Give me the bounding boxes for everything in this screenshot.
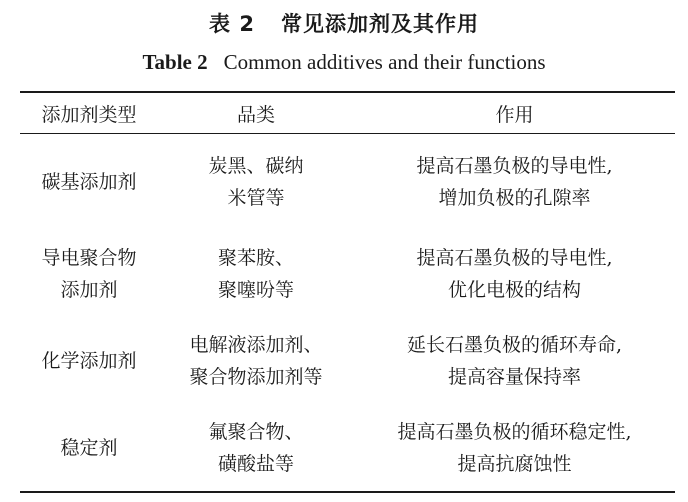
cell-line: 延长石墨负极的循环寿命, — [406, 333, 623, 356]
table-title-english: Common additives and their functions — [223, 50, 546, 74]
cell-line: 增加负极的孔隙率 — [438, 187, 591, 209]
table-row — [20, 230, 675, 317]
cell-line: 提高抗腐蚀性 — [457, 452, 572, 475]
cell-line: 稳定剂 — [60, 436, 118, 459]
cell-line: 氟聚合物、 — [208, 420, 304, 443]
cell-function — [354, 404, 675, 492]
cell-function — [354, 317, 675, 404]
table-title-chinese: 常见添加剂及其作用 — [280, 12, 479, 36]
cell-line: 聚合物添加剂等 — [189, 365, 323, 388]
cell-line: 聚噻吩等 — [217, 278, 294, 301]
cell-line: 提高容量保持率 — [447, 365, 581, 388]
cell-category — [158, 230, 354, 317]
cell-line: 导电聚合物 — [41, 246, 137, 269]
cell-line: 提高石墨负极的导电性, — [416, 155, 613, 177]
cell-line: 提高石墨负极的循环稳定性, — [397, 420, 632, 443]
cell-line: 聚苯胺、 — [217, 246, 294, 269]
cell-line: 优化电极的结构 — [447, 278, 581, 301]
cell-line: 磺酸盐等 — [217, 452, 294, 475]
cell-type — [20, 317, 158, 404]
cell-line: 碳基添加剂 — [41, 171, 137, 193]
cell-line: 化学添加剂 — [41, 349, 137, 372]
cell-line: 电解液添加剂、 — [189, 333, 323, 356]
cell-line: 添加剂 — [60, 278, 118, 301]
cell-function — [354, 134, 675, 231]
cell-type — [20, 404, 158, 492]
cell-type — [20, 134, 158, 231]
table-number-english: Table 2 — [142, 50, 208, 74]
cell-type — [20, 230, 158, 317]
cell-line: 提高石墨负极的导电性, — [416, 246, 613, 269]
additives-table — [20, 91, 675, 493]
cell-line: 米管等 — [227, 187, 285, 209]
cell-line: 炭黑、碳纳 — [208, 155, 304, 177]
header-category: 品类 — [236, 103, 275, 126]
table-row — [20, 317, 675, 404]
table-caption-chinese — [0, 8, 688, 38]
table-header-row — [20, 92, 675, 134]
header-type: 添加剂类型 — [41, 103, 137, 126]
cell-function — [354, 230, 675, 317]
cell-category — [158, 317, 354, 404]
table-caption-english — [0, 50, 688, 75]
table-row — [20, 134, 675, 231]
table-number-chinese: 表 2 — [209, 12, 255, 36]
cell-category — [158, 404, 354, 492]
header-function: 作用 — [495, 103, 534, 126]
table-row — [20, 404, 675, 492]
cell-category — [158, 134, 354, 231]
